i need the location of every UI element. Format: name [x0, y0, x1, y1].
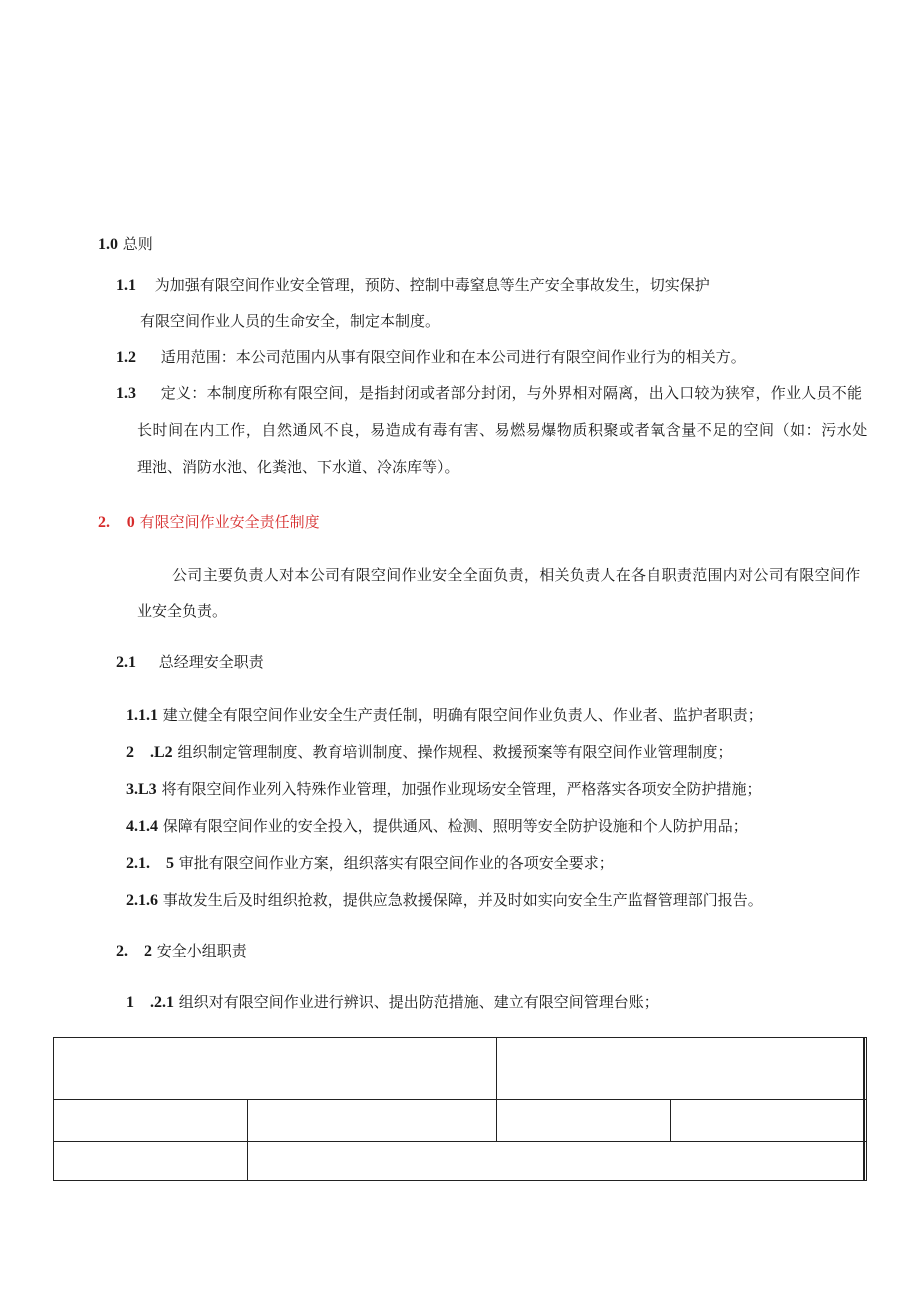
duty-number: 2.1.6: [126, 892, 158, 909]
clause-text: 为加强有限空间作业安全管理，预防、控制中毒窒息等生产安全事故发生，切实保护: [154, 276, 710, 294]
clause-text: 长时间在内工作，自然通风不良，易造成有毒有害、易燃易爆物质积聚或者氧含量不足的空间（如：污水处: [137, 421, 868, 439]
duty-number: 1 .2.1: [126, 994, 175, 1011]
section-2-intro-continued: [137, 601, 227, 621]
duty-item: [126, 853, 614, 874]
paragraph-text: 公司主要负责人对本公司有限空间作业安全全面负责，相关负责人在各自职责范围内对公司有限空间作: [172, 566, 861, 584]
table-right-border: [863, 1037, 865, 1180]
table-cell: [54, 1142, 248, 1181]
clause-text: 定义：本制度所称有限空间，是指封闭或者部分封闭，与外界相对隔离，出入口较为狭窄，作业人员不能: [160, 384, 863, 402]
clause-number: 1.1: [116, 277, 136, 294]
duty-number: 3.L3: [126, 781, 157, 798]
section-number-b: 0: [126, 514, 135, 531]
table-row: [54, 1142, 867, 1181]
clause-1-1: [116, 275, 710, 296]
duty-text: 将有限空间作业列入特殊作业管理，加强作业现场安全管理，严格落实各项安全防护措施；: [161, 780, 762, 798]
clause-1-2: [116, 347, 746, 368]
subsection-2-2: [116, 941, 247, 962]
duty-number: 4.1.4: [126, 818, 158, 835]
section-2-intro: [172, 565, 861, 585]
table-cell: [497, 1038, 867, 1100]
clause-number: 1.2: [116, 349, 136, 366]
clause-number: 1.3: [116, 385, 136, 402]
table-cell: [248, 1100, 497, 1142]
clause-1-3-continued-2: [137, 457, 460, 477]
subsection-title: 安全小组职责: [156, 942, 247, 960]
section-title: 有限空间作业安全责任制度: [139, 513, 320, 531]
duty-text: 事故发生后及时组织抢救，提供应急救援保障，并及时如实向安全生产监督管理部门报告。: [162, 891, 763, 909]
duty-item: [126, 816, 748, 837]
duty-text: 组织对有限空间作业进行辨识、提出防范措施、建立有限空间管理台账；: [178, 993, 659, 1011]
duty-number: 1.1.1: [126, 707, 158, 724]
section-heading-1: [98, 234, 153, 255]
duty-item: [126, 779, 761, 800]
duty-text: 保障有限空间作业的安全投入，提供通风、检测、照明等安全防护设施和个人防护用品；: [162, 817, 748, 835]
section-title: 总则: [122, 235, 153, 253]
clause-text: 适用范围：本公司范围内从事有限空间作业和在本公司进行有限空间作业行为的相关方。: [160, 348, 746, 366]
duty-text: 审批有限空间作业方案，组织落实有限空间作业的各项安全要求；: [178, 854, 614, 872]
duty-number: 2 .L2: [126, 744, 173, 761]
clause-1-1-continued: [140, 311, 440, 331]
table-cell: [248, 1142, 867, 1181]
table-cell: [54, 1100, 248, 1142]
section-heading-2: [98, 512, 320, 533]
duty-item: [126, 742, 732, 763]
table-cell: [497, 1100, 671, 1142]
duty-number: 2.1. 5: [126, 855, 175, 872]
clause-text: 理池、消防水池、化粪池、下水道、冷冻库等）。: [137, 458, 460, 476]
table-row: [54, 1100, 867, 1142]
subsection-number: 2.1: [116, 654, 136, 671]
table-row: [54, 1038, 867, 1100]
table-cell: [54, 1038, 497, 1100]
section-number: 1.0: [98, 236, 118, 253]
clause-text: 有限空间作业人员的生命安全，制定本制度。: [140, 312, 441, 330]
duty-text: 组织制定管理制度、教育培训制度、操作规程、救援预案等有限空间作业管理制度；: [177, 743, 733, 761]
duty-item: [126, 890, 763, 911]
paragraph-text: 业安全负责。: [137, 602, 228, 620]
section-number: 2.: [98, 514, 110, 531]
subsection-2-1: [116, 652, 264, 673]
duty-item-2-2-1: [126, 992, 659, 1013]
subsection-title: 总经理安全职责: [158, 653, 264, 671]
table-cell: [671, 1100, 867, 1142]
duty-text: 建立健全有限空间作业安全生产责任制，明确有限空间作业负责人、作业者、监护者职责；: [162, 706, 763, 724]
duty-item: [126, 705, 763, 726]
clause-1-3-continued: [137, 420, 868, 440]
clause-1-3: [116, 383, 862, 404]
form-table: [53, 1037, 867, 1181]
subsection-number: 2. 2: [116, 943, 153, 960]
